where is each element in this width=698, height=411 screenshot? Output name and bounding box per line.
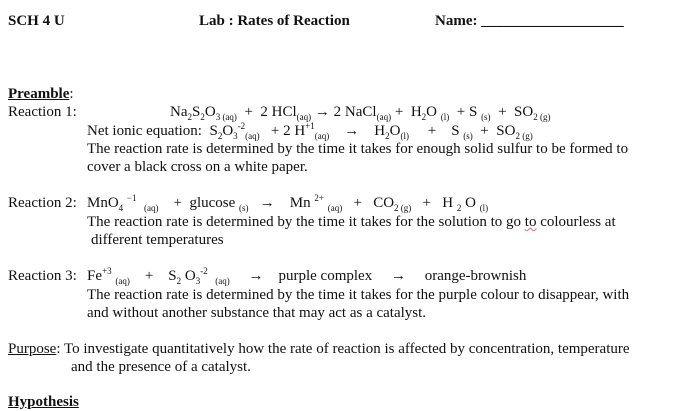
reaction-1-equation: $Na_2S_2O_{3 (aq)} + 2$ HCl$_{(aq)}$ → 2 NaCl$_{(aq)}$ + $H_2O$ $_{(l)}$ + S $_{(s)} + SO_{2 (g)}$ <box>170 104 551 122</box>
reaction-3-equation: $Fe^{+3}$ $_{(aq)}$ + $S_2$ $O_3^{-2}$ $_{(aq)}$ → purple complex → orange-brownish <box>87 266 527 286</box>
hypothesis-heading: Hypothesis <box>8 394 79 410</box>
purpose-heading: Purpose <box>8 341 57 357</box>
reaction-arrow-icon: → <box>248 268 264 284</box>
purpose-line-2: and the presence of a catalyst. <box>71 359 251 375</box>
reaction-1-label: Reaction 1: <box>8 104 77 120</box>
reaction-arrow-icon: → <box>259 195 275 211</box>
reaction-2-description-line-1: The reaction rate is determined by the time it takes for the solution to go to colourless at <box>87 214 616 230</box>
purpose-line-1: Purpose: To investigate quantitatively how the rate of reaction is affected by concentration, temperature <box>8 341 630 357</box>
name-field <box>435 12 624 30</box>
lab-title: Lab : Rates of Reaction <box>199 13 350 29</box>
reaction-1-description-line-1: The reaction rate is determined by the time it takes for enough solid sulfur to be formed to <box>87 141 629 157</box>
preamble-heading: Preamble: <box>8 86 74 102</box>
reaction-arrow-icon: → <box>344 123 360 139</box>
reaction-2-label: Reaction 2: <box>8 195 77 211</box>
reaction-3-description-line-1: The reaction rate is determined by the time it takes for the purple colour to disappear, with <box>87 287 630 303</box>
name-blank: ___________________ <box>481 13 624 29</box>
reaction-2-description-line-2: different temperatures <box>91 232 224 248</box>
course-code: SCH 4 U <box>8 13 65 29</box>
reaction-3-label: Reaction 3: <box>8 268 77 284</box>
reaction-arrow-icon: → <box>314 104 330 120</box>
spellcheck-flag: to <box>524 214 537 230</box>
name-label: Name: <box>435 13 478 29</box>
reaction-1-description-line-2: cover a black cross on a white paper. <box>87 159 308 175</box>
reaction-3-description-line-2: and without another substance that may act as a catalyst. <box>87 305 427 321</box>
net-ionic-equation: Net ionic equation: $S_2O_3^{-2}_{(aq)}$ + 2 $H^{+1}_{(aq)}$ → $H_2O_{(l)}$ + S $_{(s)} + SO_{2 (g)}$ <box>87 121 533 141</box>
reaction-arrow-icon: → <box>390 268 406 284</box>
reaction-2-equation: MnO$_4$ $^{-1}$ $_{(aq)}$ + glucose $_{(s)}$ → Mn $^{2+}$ $_{(aq)}$ + $CO_{2 (g)}$ + H $_2$ O $_{(l)}$ <box>87 193 489 213</box>
